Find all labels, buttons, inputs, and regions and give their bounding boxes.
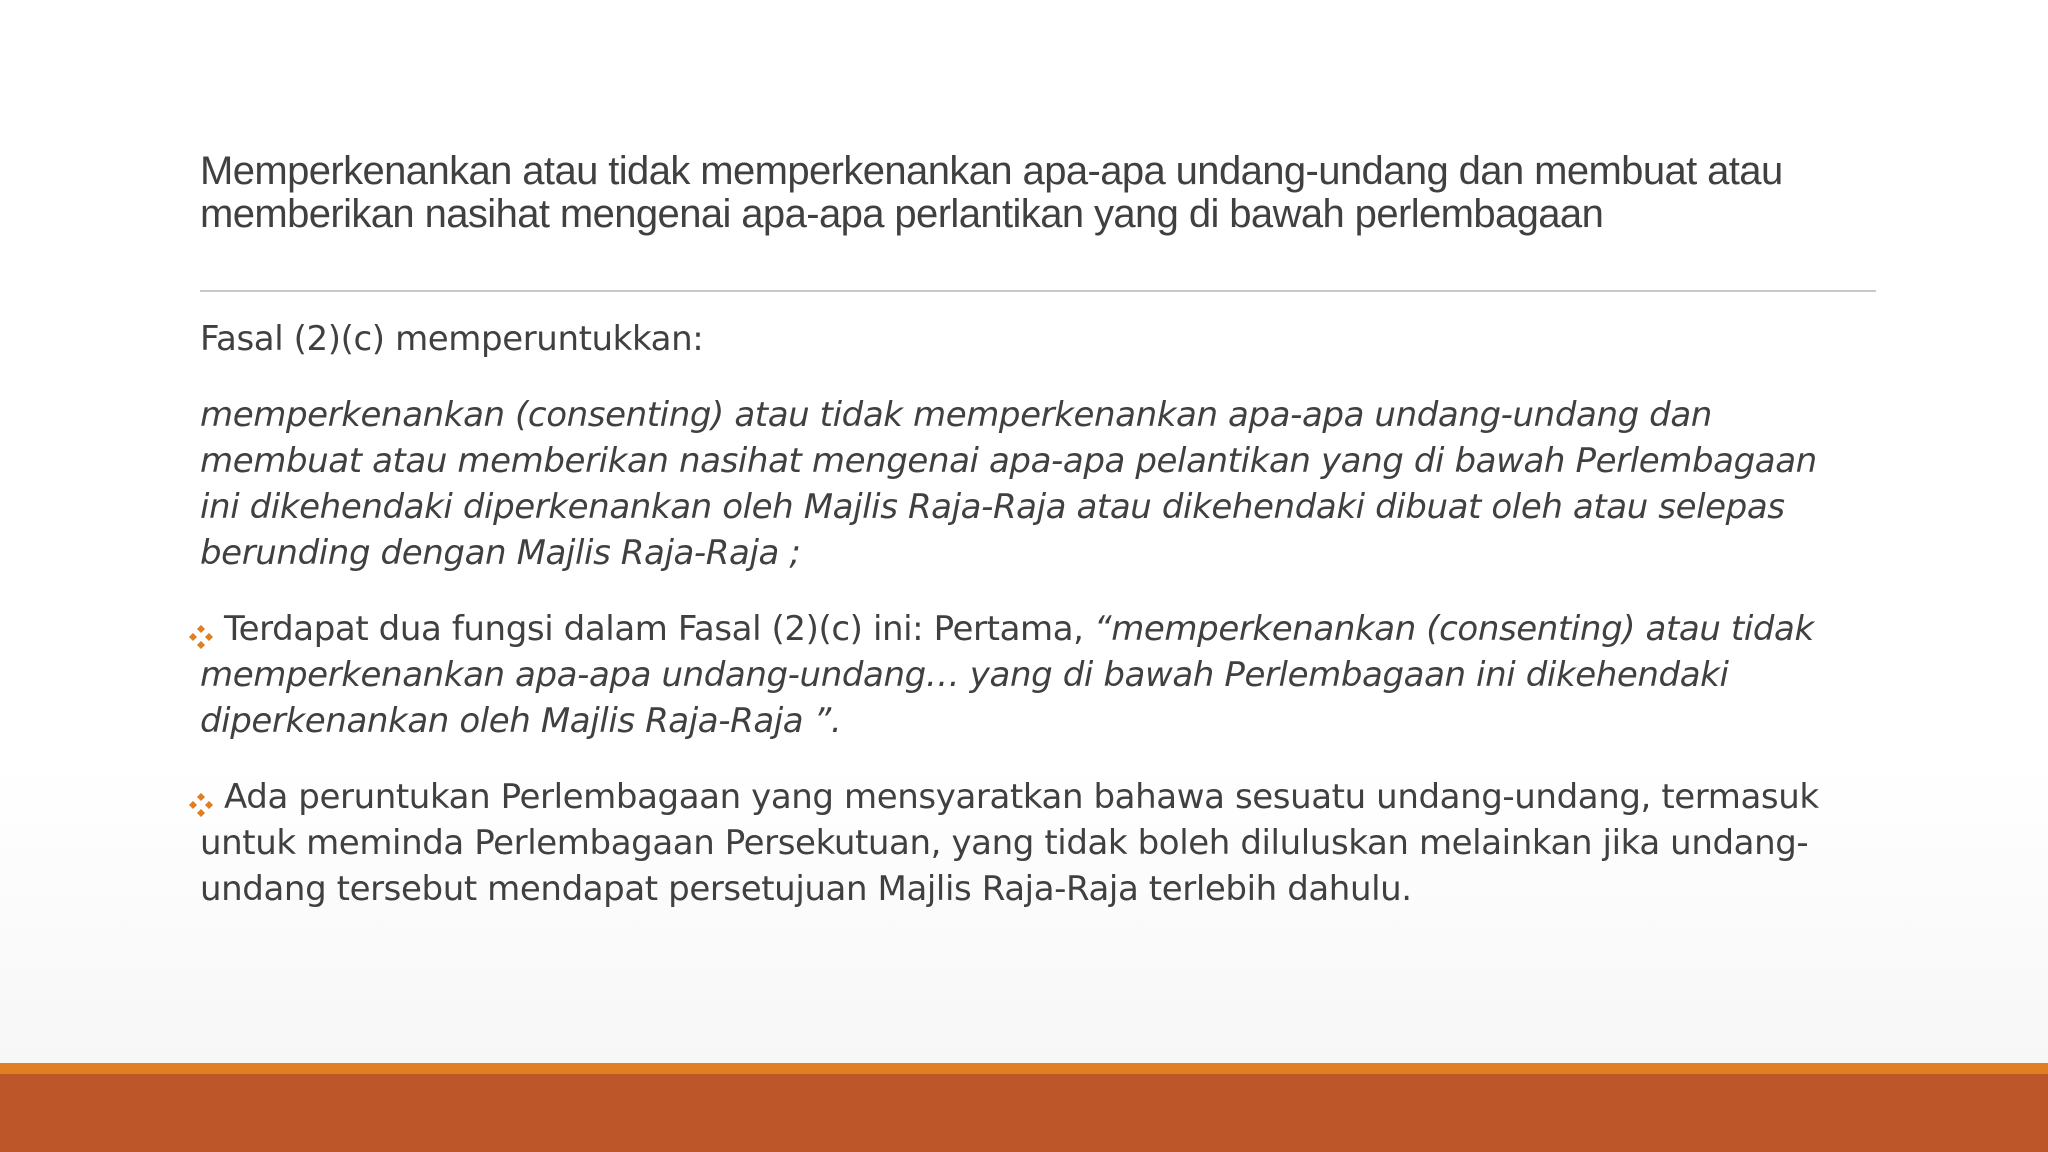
title-line-1: Memperkenankan atau tidak memperkenankan apa-apa undang-undang dan membuat atau <box>200 149 1783 193</box>
quote-line-1: memperkenankan (consenting) atau tidak memperkenankan apa-apa undang-undang dan <box>200 395 1712 435</box>
bullet-1-lead-plain: Terdapat dua fungsi dalam Fasal (2)(c) ini: Pertama, <box>224 609 1094 649</box>
bullet-2-line-2: untuk meminda Perlembagaan Persekutuan, yang tidak boleh diluluskan melainkan jika undang- <box>200 823 1809 863</box>
bullet-item-2 <box>200 774 1900 912</box>
bullet-1-first-line <box>200 606 1900 652</box>
four-diamond-bullet-icon <box>186 790 216 820</box>
slide-body <box>200 316 1900 942</box>
bullet-1-line-2: memperkenankan apa-apa undang-undang… yang di bawah Perlembagaan ini dikehendaki <box>200 655 1729 695</box>
intro-text: Fasal (2)(c) memperuntukkan: <box>200 319 704 359</box>
bullet-1-line-3: diperkenankan oleh Majlis Raja-Raja ”. <box>200 701 842 741</box>
intro-paragraph <box>200 316 1900 362</box>
slide-title <box>200 150 1880 236</box>
bullet-item-1 <box>200 606 1900 744</box>
title-divider <box>200 290 1876 292</box>
quote-line-2: membuat atau memberikan nasihat mengenai apa-apa pelantikan yang di bawah Perlembagaan <box>200 441 1817 481</box>
footer-accent-line <box>0 1063 2048 1074</box>
quote-paragraph <box>200 392 1900 576</box>
quote-line-3: ini dikehendaki diperkenankan oleh Majlis Raja-Raja atau dikehendaki dibuat oleh atau selepas <box>200 487 1785 527</box>
four-diamond-bullet-icon <box>186 622 216 652</box>
footer-bar <box>0 1074 2048 1152</box>
bullet-2-line-3: undang tersebut mendapat persetujuan Majlis Raja-Raja terlebih dahulu. <box>200 869 1412 909</box>
title-line-2: memberikan nasihat mengenai apa-apa perlantikan yang di bawah perlembagaan <box>200 192 1604 236</box>
quote-line-4: berunding dengan Majlis Raja-Raja ; <box>200 533 801 573</box>
bullet-2-first-line: Ada peruntukan Perlembagaan yang mensyaratkan bahawa sesuatu undang-undang, termasuk <box>224 777 1819 817</box>
bullet-1-lead-italic: “memperkenankan (consenting) atau tidak <box>1093 609 1814 649</box>
